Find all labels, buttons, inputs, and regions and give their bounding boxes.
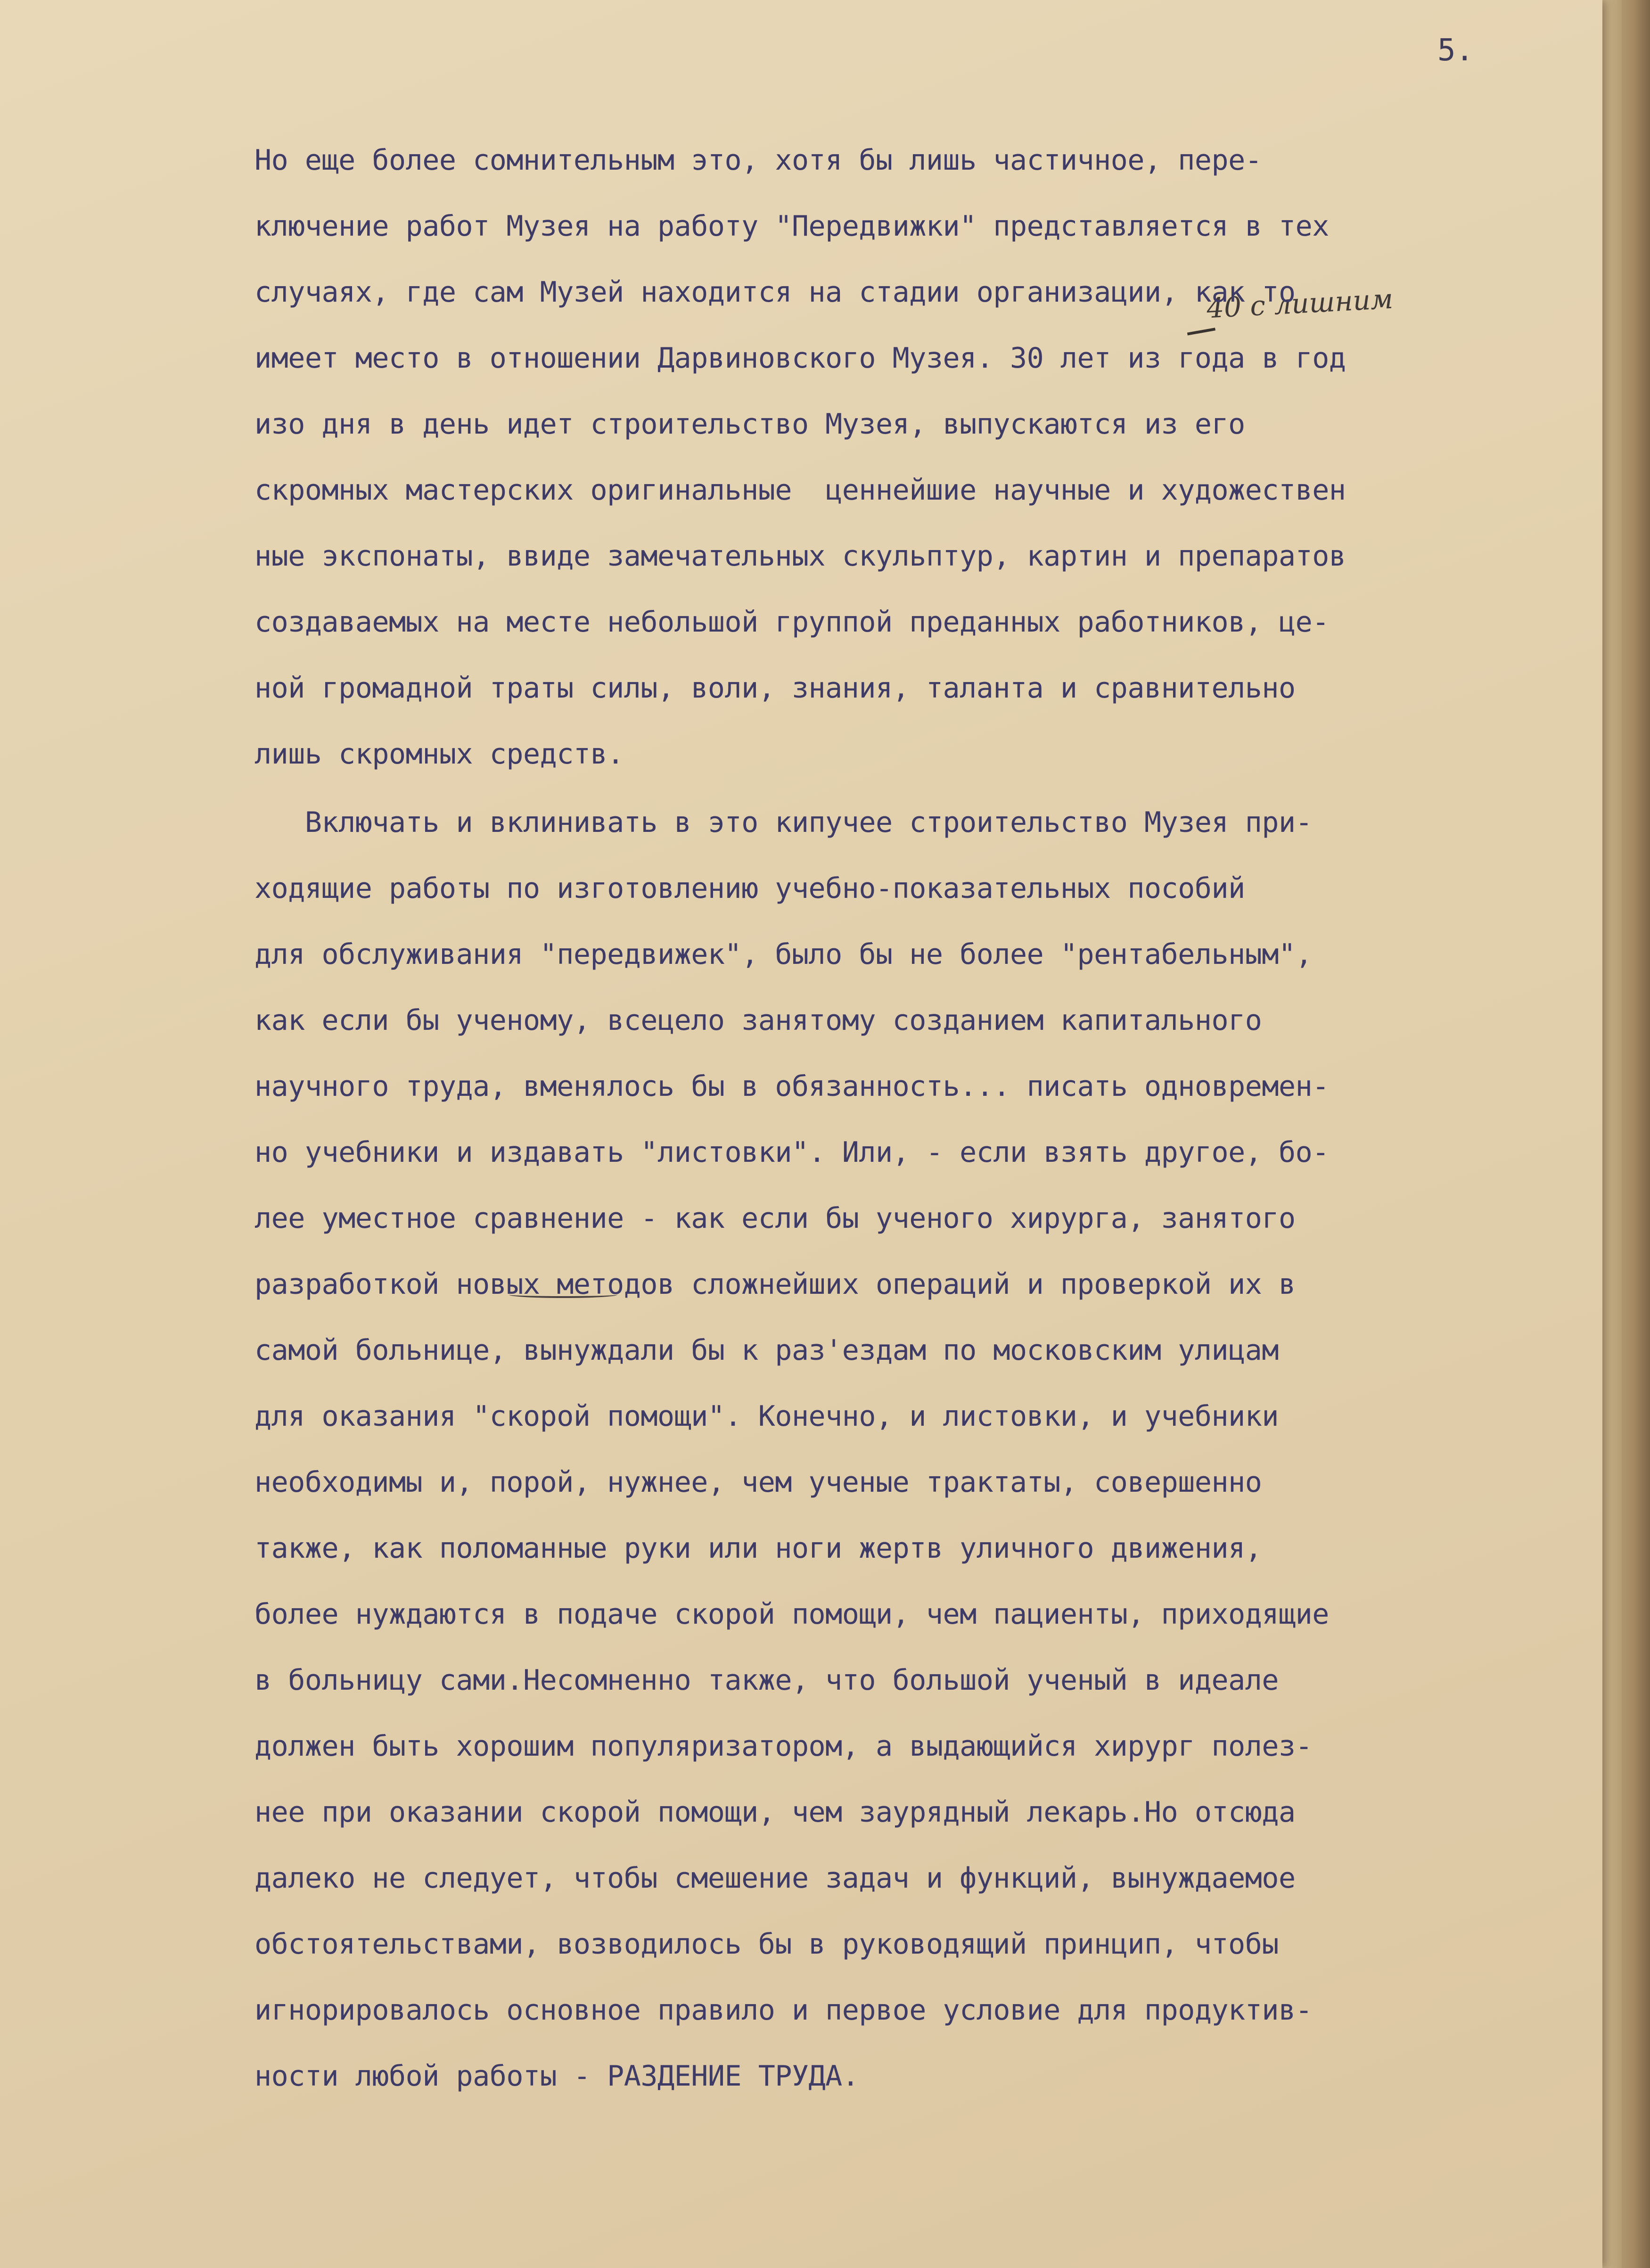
- text-line: игнорировалось основное правило и первое условие для продуктив-: [254, 1994, 1313, 2027]
- text-line: изо дня в день идет строительство Музея, выпускаются из его: [254, 408, 1245, 441]
- text-line: имеет место в отношении Дарвиновского Музея. 30 лет из года в год: [254, 342, 1346, 375]
- text-line: как если бы ученому, всецело занятому созданием капитального: [254, 1004, 1262, 1037]
- handwritten-annotation: 40 с лишним: [1206, 282, 1394, 325]
- text-line: необходимы и, порой, нужнее, чем ученые трактаты, совершенно: [254, 1466, 1262, 1499]
- text-line: самой больнице, вынуждали бы к раз'ездам по московским улицам: [254, 1334, 1279, 1367]
- text-line: более нуждаются в подаче скорой помощи, чем пациенты, приходящие: [254, 1598, 1329, 1631]
- text-line: ной громадной траты силы, воли, знания, таланта и сравнительно: [254, 672, 1296, 705]
- text-line: лее уместное сравнение - как если бы ученого хирурга, занятого: [254, 1202, 1296, 1235]
- text-line: Но еще более сомнительным это, хотя бы лишь частичное, пере-: [254, 144, 1262, 177]
- text-line: нее при оказании скорой помощи, чем заурядный лекарь.Но отсюда: [254, 1796, 1296, 1829]
- text-line: обстоятельствами, возводилось бы в руководящий принцип, чтобы: [254, 1928, 1279, 1961]
- text-line: случаях, где сам Музей находится на стадии организации, как то: [254, 276, 1296, 309]
- text-line: Включать и вклинивать в это кипучее строительство Музея при-: [254, 806, 1313, 839]
- text-line: скромных мастерских оригинальные ценнейшие научные и художествен: [254, 474, 1346, 507]
- text-line: должен быть хорошим популяризатором, а выдающийся хирург полез-: [254, 1730, 1313, 1763]
- text-line: также, как поломанные руки или ноги жертв уличного движения,: [254, 1532, 1262, 1565]
- text-line: но учебники и издавать "листовки". Или, - если взять другое, бо-: [254, 1136, 1329, 1169]
- text-line: в больницу сами.Несомненно также, что большой ученый в идеале: [254, 1664, 1279, 1697]
- text-line: для обслуживания "передвижек", было бы не более "рентабельным",: [254, 938, 1313, 971]
- text-line: ключение работ Музея на работу "Передвижки" представляется в тех: [254, 210, 1329, 243]
- text-line: ходящие работы по изготовлению учебно-показательных пособий: [254, 872, 1245, 905]
- text-line: ные экспонаты, ввиде замечательных скульптур, картин и препаратов: [254, 540, 1346, 573]
- text-line: создаваемых на месте небольшой группой преданных работников, це-: [254, 606, 1329, 639]
- document-body: [254, 127, 1621, 2109]
- text-line: ности любой работы - РАЗДЕНИЕ ТРУДА.: [254, 2060, 859, 2093]
- text-line: для оказания "скорой помощи". Конечно, и листовки, и учебники: [254, 1400, 1279, 1433]
- page-number: 5.: [1437, 33, 1474, 68]
- text-line: разработкой новых методов сложнейших операций и проверкой их в: [254, 1268, 1296, 1301]
- text-line: научного труда, вменялось бы в обязанность... писать одновремен-: [254, 1070, 1329, 1103]
- text-line: далеко не следует, чтобы смешение задач и функций, вынуждаемое: [254, 1862, 1296, 1895]
- text-line: лишь скромных средств.: [254, 738, 624, 771]
